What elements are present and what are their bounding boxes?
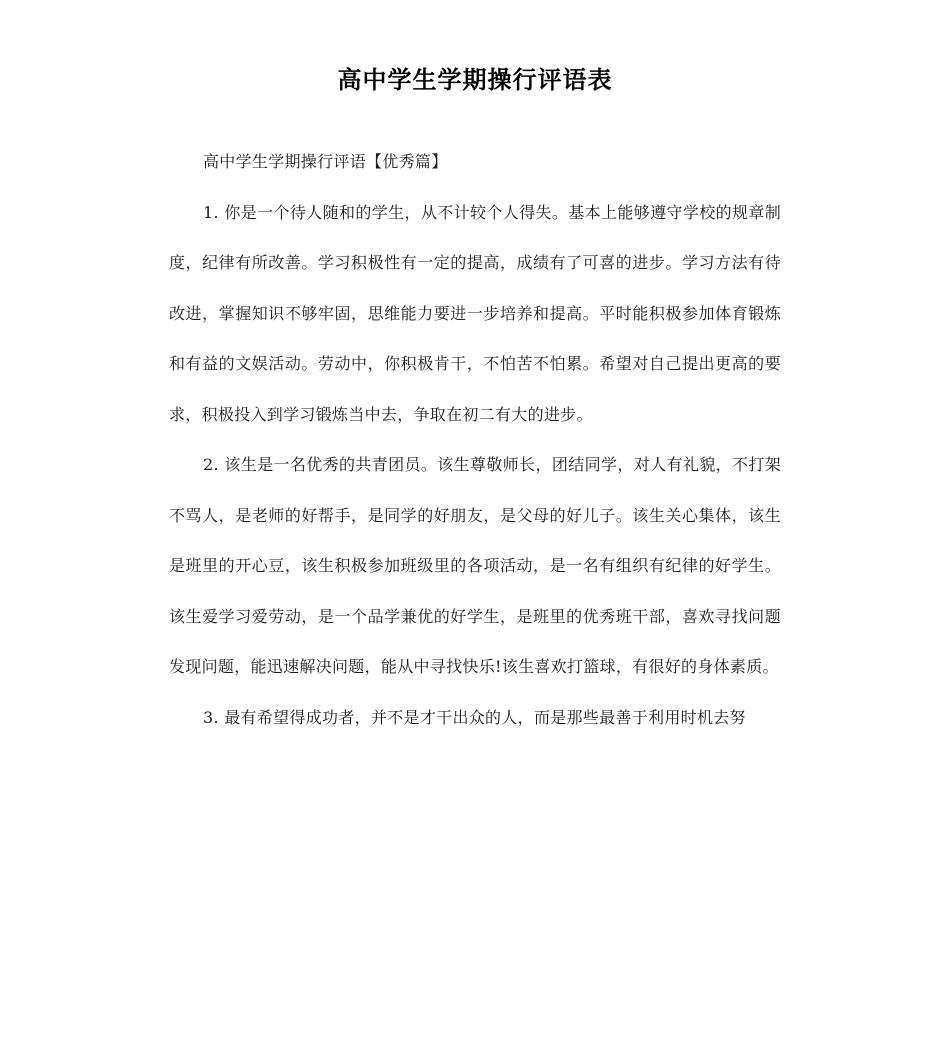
- paragraph-2: 2. 该生是一名优秀的共青团员。该生尊敬师长，团结同学，对人有礼貌，不打架不骂人，是老师的好帮手，是同学的好朋友，是父母的好儿子。该生关心集体，该生是班里的开心豆，该生积极参加班级里的各项活动，是一名有组织有纪律的好学生。该生爱学习爱劳动，是一个品学兼优的好学生，是班里的优秀班干部，喜欢寻找问题发现问题，能迅速解决问题，能从中寻找快乐!该生喜欢打篮球，有很好的身体素质。: [169, 455, 781, 676]
- document-body: [169, 137, 781, 743]
- page-title: 高中学生学期操行评语表: [337, 66, 613, 94]
- section-heading: 高中学生学期操行评语【优秀篇】: [203, 152, 448, 171]
- paragraph-3: 3. 最有希望得成功者，并不是才干出众的人，而是那些最善于利用时机去努: [203, 707, 746, 727]
- paragraph-1: 1. 你是一个待人随和的学生，从不计较个人得失。基本上能够遵守学校的规章制度，纪律有所改善。学习积极性有一定的提高，成绩有了可喜的进步。学习方法有待改进，掌握知识不够牢固，思维能力要进一步培养和提高。平时能积极参加体育锻炼和有益的文娱活动。劳动中，你积极肯干，不怕苦不怕累。希望对自己提出更高的要求，积极投入到学习锻炼当中去，争取在初二有大的进步。: [169, 202, 781, 424]
